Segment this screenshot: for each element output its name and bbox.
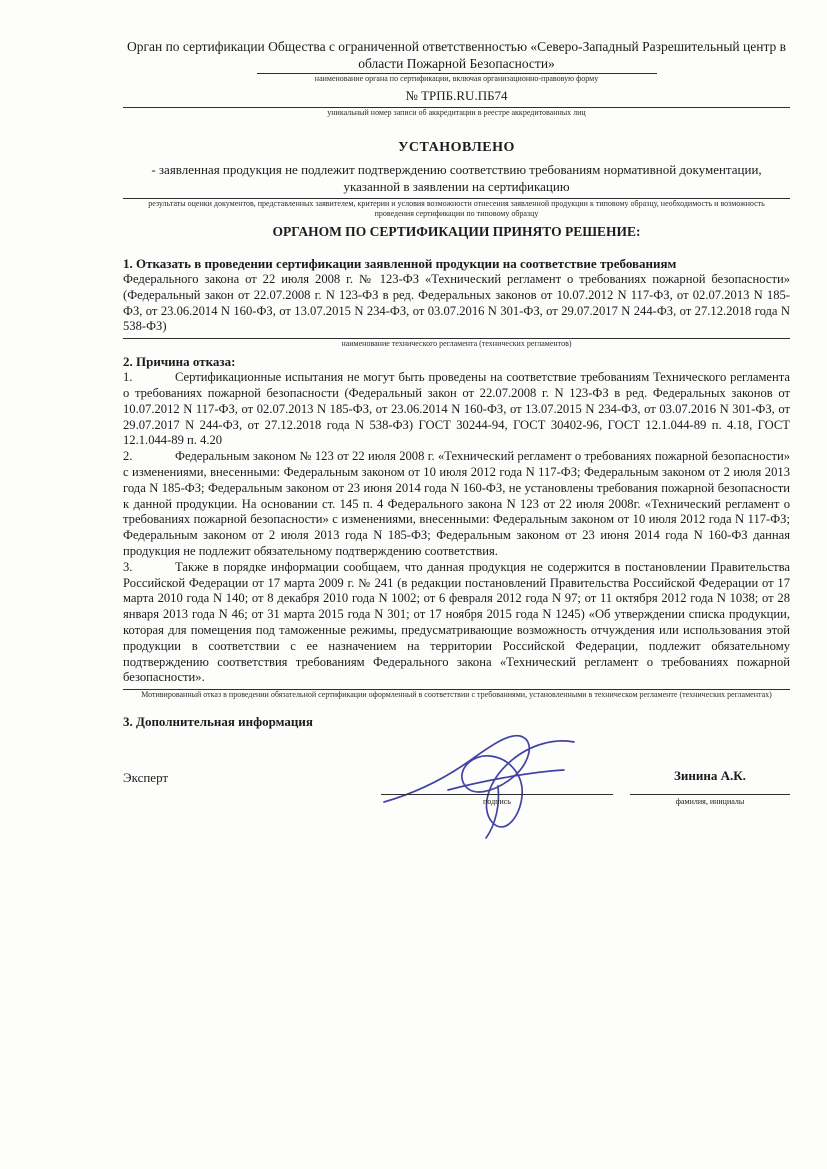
expert-label: Эксперт (123, 770, 169, 786)
reason-item-3-text: Также в порядке информации сообщаем, что данная продукция не содержится в постановлении Правительства Российской Федерации от 17 марта 2009 г. № 241 (в редакции постановлений Правительства Российской Федерации от 17 марта 2010 года N 140; от 8 декабря 2010 года N 1002; от 6 февраля 2012 года N 97; от 11 октября 2012 года N 1038; от 28 января 2013 года N 46; от 31 марта 2015 года N 301; от 17 ноября 2015 года N 1245) «Об утверждении списка продукции, которая для помещения под таможенные режимы, предусматривающие возможность отчуждения или использования этой продукции в соответствии с ее назначением на территории Российской Федерации, подлежит обязательному подтверждению соответствия требованиям Федерального закона «Технический регламент о требованиях пожарной безопасности». (123, 559, 790, 685)
name-caption: фамилия, инициалы (675, 797, 745, 807)
reason-item-2-text: Федеральным законом № 123 от 22 июля 2008 г. «Технический регламент о требованиях пожарной безопасности» с изменениями, внесенными: Федеральным законом от 10 июля 2012 года N 117-ФЗ; Федеральным законом от 2 июля 2013 года N 185-ФЗ; Федеральным законом от 23 июня 2014 года N 160-ФЗ, не установлены требования пожарной безопасности к данной продукции. На основании ст. 145 п. 4 Федерального закона N 123 от 22 июля 2008г. «Технический регламент о требованиях пожарной безопасности» с изменениями, внесенными: Федеральным законом от 10 июля 2012 года N 117-ФЗ; Федеральным законом от 2 июля 2013 года N 185-ФЗ; Федеральным законом от 23 июня 2014 года N 160-ФЗ данная продукция не подлежит обязательному подтверждению соответствия. (123, 449, 790, 558)
refusal-heading: 1. Отказать в проведении сертификации заявленной продукции на соответствие требованиям (123, 256, 677, 271)
decision-heading: ОРГАНОМ ПО СЕРТИФИКАЦИИ ПРИНЯТО РЕШЕНИЕ: (272, 224, 641, 239)
reason-item-3 (123, 560, 790, 686)
refusal-section (123, 256, 790, 349)
established-statement: - заявленная продукция не подлежит подтверждению соответствию требованиям нормативной документации, указанной в заявлении на сертификацию (151, 162, 762, 194)
reason-caption: Мотивированный отказ в проведении обязательной сертификации оформленный в соответствии с требованиями, установленными в техническом регламенте (технических регламентах) (141, 690, 772, 700)
established-title: УСТАНОВЛЕНО (398, 140, 515, 155)
signature-caption: подпись (483, 797, 511, 807)
reason-item-2 (123, 449, 790, 560)
accreditation-number-caption: уникальный номер записи об аккредитации в реестре аккредитованных лиц (327, 108, 586, 117)
refusal-caption: наименование технического регламента (технических регламентов) (341, 339, 572, 349)
reason-heading: 2. Причина отказа: (123, 354, 236, 370)
established-section (123, 140, 790, 240)
reason-item-2-number: 2. (123, 449, 133, 464)
reason-section (123, 354, 790, 700)
reason-item-1 (123, 370, 790, 449)
reason-item-1-text: Сертификационные испытания не могут быть проведены на соответствие требованиям Технического регламента о требованиях пожарной безопасности (Федеральный закон от 22.07.2008 г. N 123-ФЗ в ред. Федеральных законов от 10.07.2012 N 117-ФЗ, от 02.07.2013 N 185-ФЗ, от 23.06.2014 N 160-ФЗ, от 13.07.2015 N 234-ФЗ, от 03.07.2016 N 301-ФЗ, от 29.07.2017 N 244-ФЗ, от 27.12.2018 года N 538-ФЗ) ГОСТ 30244-94, ГОСТ 30402-96, ГОСТ 12.1.044-89 п. 4.18, ГОСТ 12.1.044-89 п. 4.20 (123, 370, 790, 448)
document-header (123, 38, 790, 118)
org-name-caption: наименование органа по сертификации, включая организационно-правовую форму (314, 74, 599, 83)
established-caption: результаты оценки документов, представленных заявителем, критерии и условия возможности отнесения заявленной продукции к типовому образцу, необходимость и возможность проведения сертификации по типовому образцу (148, 199, 765, 218)
signature-block (123, 748, 790, 858)
signature-underline (381, 794, 613, 795)
certification-org-name: Орган по сертификации Общества с ограниченной ответственностью «Северо-Западный Разрешительный центр в области Пожарной Безопасности» (126, 39, 787, 71)
reason-item-1-number: 1. (123, 370, 133, 385)
name-underline (630, 794, 790, 795)
expert-name: Зинина А.К. (674, 768, 746, 784)
handwritten-signature-icon (378, 720, 598, 845)
additional-info-heading: 3. Дополнительная информация (123, 714, 313, 730)
accreditation-number: № ТРПБ.RU.ПБ74 (405, 88, 508, 103)
reason-item-3-number: 3. (123, 559, 133, 574)
refusal-body: Федерального закона от 22 июля 2008 г. № 123-ФЗ «Технический регламент о требованиях пожарной безопасности» (Федеральный закон от 22.07.2008 г. N 123-ФЗ в ред. Федеральных законов от 10.07.2012 N 117-ФЗ, от 02.07.2013 N 185-ФЗ, от 23.06.2014 N 160-ФЗ, от 13.07.2015 N 234-ФЗ, от 03.07.2016 N 301-ФЗ, от 29.07.2017 N 244-ФЗ, от 27.12.2018 года N 538-ФЗ) (123, 272, 790, 334)
